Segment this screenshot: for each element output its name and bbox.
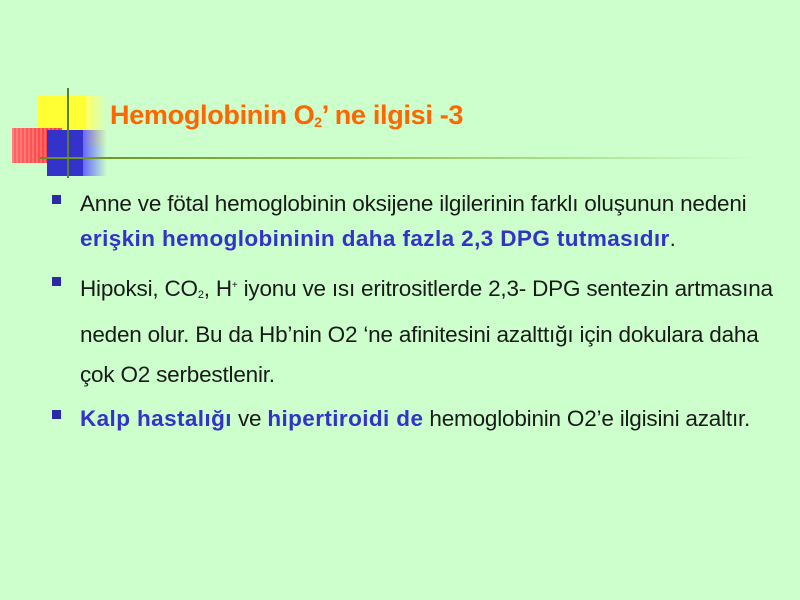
bullet-3-highlight-2: hipertiroidi de [267, 406, 424, 431]
decor-vertical-line [67, 88, 69, 178]
bullet-1-text: Anne ve fötal hemoglobinin oksijene ilgilerinin farklı oluşunun nedeni [80, 191, 747, 216]
bullet-3-text-1: ve [231, 406, 268, 431]
bullet-2-text-2: , H [203, 276, 232, 301]
title-text: Hemoglobinin O [110, 100, 315, 130]
bullet-list [48, 186, 778, 436]
bullet-item-3 [48, 401, 778, 436]
bullet-2-text-3: iyonu ve ısı eritrositlerde 2,3- DPG sentezin artmasına neden olur. Bu da Hb’nin O2 ‘ne afinitesini azalttığı için dokulara daha çok O2 serbestlenir. [80, 276, 773, 387]
square-bullet-icon [52, 277, 61, 286]
slide-title [110, 100, 463, 131]
bullet-3-highlight-1: Kalp hastalığı [80, 406, 232, 431]
square-bullet-icon [52, 410, 61, 419]
bullet-1-end: . [669, 226, 676, 251]
bullet-3-text-2: hemoglobinin O2’e ilgisini azaltır. [423, 406, 751, 431]
bullet-item-2 [48, 266, 778, 395]
title-text-end: ’ ne ilgisi -3 [321, 100, 464, 130]
h-superscript: + [231, 280, 238, 291]
square-bullet-icon [52, 195, 61, 204]
co2-subscript: 2 [197, 289, 204, 301]
bullet-1-highlight: erişkin hemoglobininin daha fazla 2,3 DPG tutmasıdır [80, 226, 670, 251]
bullet-2-text-1: Hipoksi, CO [80, 276, 198, 301]
title-underline [40, 157, 760, 159]
decor-blue-square [47, 130, 83, 176]
decor-blue-fade [83, 130, 107, 176]
bullet-item-1 [48, 186, 778, 256]
title-subscript: 2 [314, 114, 322, 130]
